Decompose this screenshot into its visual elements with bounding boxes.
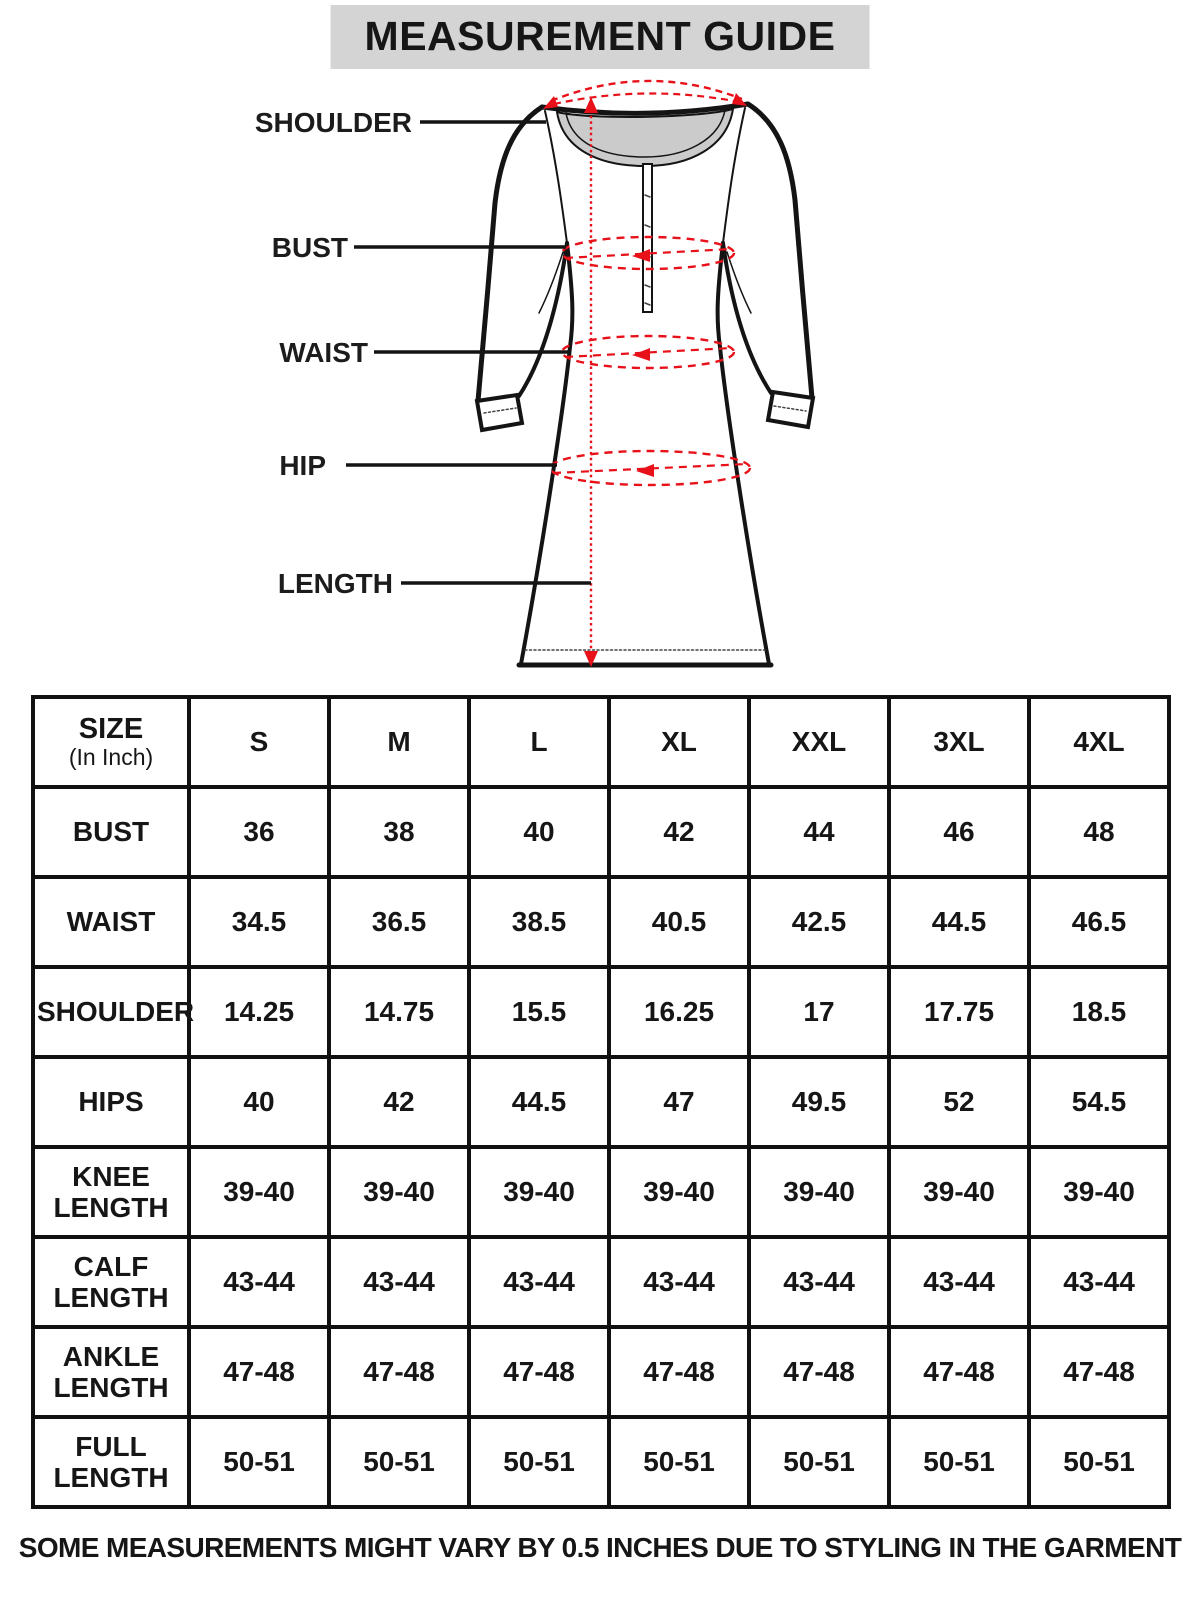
size-value: 36.5 xyxy=(329,877,469,967)
header-size-3xl: 3XL xyxy=(889,697,1029,787)
length-arrow-top xyxy=(584,97,598,113)
left-sleeve-inner xyxy=(519,243,567,396)
size-value: 47-48 xyxy=(609,1327,749,1417)
size-value: 14.25 xyxy=(189,967,329,1057)
size-value: 44.5 xyxy=(889,877,1029,967)
row-label: HIPS xyxy=(33,1057,189,1147)
size-value: 47-48 xyxy=(189,1327,329,1417)
table-row-ankle-length xyxy=(33,1327,1169,1417)
size-value: 34.5 xyxy=(189,877,329,967)
shoulder-label: SHOULDER xyxy=(254,107,412,138)
size-value: 50-51 xyxy=(329,1417,469,1507)
table-row-knee-length xyxy=(33,1147,1169,1237)
size-value: 42.5 xyxy=(749,877,889,967)
footer-note: SOME MEASUREMENTS MIGHT VARY BY 0.5 INCHES DUE TO STYLING IN THE GARMENT xyxy=(18,1532,1182,1563)
size-value: 47 xyxy=(609,1057,749,1147)
header-size-4xl: 4XL xyxy=(1029,697,1169,787)
row-label: KNEE LENGTH xyxy=(33,1147,189,1237)
right-cuff xyxy=(768,392,813,427)
row-label: WAIST xyxy=(33,877,189,967)
header-size-m: M xyxy=(329,697,469,787)
size-value: 50-51 xyxy=(609,1417,749,1507)
size-value: 47-48 xyxy=(749,1327,889,1417)
size-value: 49.5 xyxy=(749,1057,889,1147)
size-value: 47-48 xyxy=(329,1327,469,1417)
header-size-xl: XL xyxy=(609,697,749,787)
size-value: 38 xyxy=(329,787,469,877)
garment-diagram xyxy=(0,0,1200,690)
waist-arrow xyxy=(632,348,650,361)
hip-arrow xyxy=(636,464,654,477)
page-title: MEASUREMENT GUIDE xyxy=(331,5,870,69)
size-chart-table xyxy=(31,695,1171,1509)
size-value: 43-44 xyxy=(1029,1237,1169,1327)
size-value: 15.5 xyxy=(469,967,609,1057)
size-value: 43-44 xyxy=(889,1237,1029,1327)
row-label: SHOULDER xyxy=(33,967,189,1057)
dress-outline xyxy=(477,104,813,665)
hip-label: HIP xyxy=(279,450,326,481)
leader-lines xyxy=(346,122,591,583)
table-row-shoulder xyxy=(33,967,1169,1057)
right-body-side xyxy=(718,243,769,664)
size-value: 17.75 xyxy=(889,967,1029,1057)
size-value: 42 xyxy=(609,787,749,877)
size-value: 43-44 xyxy=(189,1237,329,1327)
size-value: 39-40 xyxy=(189,1147,329,1237)
size-value: 40.5 xyxy=(609,877,749,967)
size-value: 43-44 xyxy=(469,1237,609,1327)
size-value: 50-51 xyxy=(189,1417,329,1507)
size-value: 39-40 xyxy=(889,1147,1029,1237)
table-row-bust xyxy=(33,787,1169,877)
size-value: 47-48 xyxy=(1029,1327,1169,1417)
size-value: 47-48 xyxy=(889,1327,1029,1417)
size-value: 47-48 xyxy=(469,1327,609,1417)
row-label: ANKLE LENGTH xyxy=(33,1327,189,1417)
size-value: 50-51 xyxy=(889,1417,1029,1507)
bust-label: BUST xyxy=(271,232,348,263)
header-size-unit: (In Inch) xyxy=(68,744,154,771)
size-value: 43-44 xyxy=(329,1237,469,1327)
size-value: 38.5 xyxy=(469,877,609,967)
waist-label: WAIST xyxy=(279,337,368,368)
size-value: 46 xyxy=(889,787,1029,877)
row-label: FULL LENGTH xyxy=(33,1417,189,1507)
size-value: 50-51 xyxy=(469,1417,609,1507)
table-row-calf-length xyxy=(33,1237,1169,1327)
size-value: 48 xyxy=(1029,787,1169,877)
size-value: 40 xyxy=(469,787,609,877)
size-value: 43-44 xyxy=(609,1237,749,1327)
size-value: 18.5 xyxy=(1029,967,1169,1057)
bust-arrow xyxy=(632,249,650,262)
size-value: 50-51 xyxy=(749,1417,889,1507)
header-size-title: SIZE xyxy=(78,712,144,745)
size-value: 44.5 xyxy=(469,1057,609,1147)
size-value: 50-51 xyxy=(1029,1417,1169,1507)
left-body-side xyxy=(521,243,572,664)
right-sleeve-inner xyxy=(723,243,771,393)
length-label: LENGTH xyxy=(277,568,393,599)
header-size-l: L xyxy=(469,697,609,787)
size-value: 36 xyxy=(189,787,329,877)
size-value: 17 xyxy=(749,967,889,1057)
size-value: 46.5 xyxy=(1029,877,1169,967)
size-value: 39-40 xyxy=(469,1147,609,1237)
size-value: 39-40 xyxy=(1029,1147,1169,1237)
size-value: 39-40 xyxy=(749,1147,889,1237)
size-value: 39-40 xyxy=(329,1147,469,1237)
size-value: 52 xyxy=(889,1057,1029,1147)
row-label: CALF LENGTH xyxy=(33,1237,189,1327)
table-row-hips xyxy=(33,1057,1169,1147)
right-sleeve-outer xyxy=(748,104,812,398)
size-value: 16.25 xyxy=(609,967,749,1057)
header-size-cell xyxy=(33,697,189,787)
header-size-s: S xyxy=(189,697,329,787)
size-value: 42 xyxy=(329,1057,469,1147)
table-header-row xyxy=(33,697,1169,787)
left-sleeve-outer xyxy=(478,107,542,401)
table-row-full-length xyxy=(33,1417,1169,1507)
size-value: 14.75 xyxy=(329,967,469,1057)
size-value: 40 xyxy=(189,1057,329,1147)
shoulder-measure-arc-inner xyxy=(554,93,739,104)
row-label: BUST xyxy=(33,787,189,877)
size-value: 44 xyxy=(749,787,889,877)
header-size-xxl: XXL xyxy=(749,697,889,787)
shoulder-arrow-right xyxy=(732,93,747,106)
size-value: 43-44 xyxy=(749,1237,889,1327)
size-value: 39-40 xyxy=(609,1147,749,1237)
table-row-waist xyxy=(33,877,1169,967)
size-value: 54.5 xyxy=(1029,1057,1169,1147)
